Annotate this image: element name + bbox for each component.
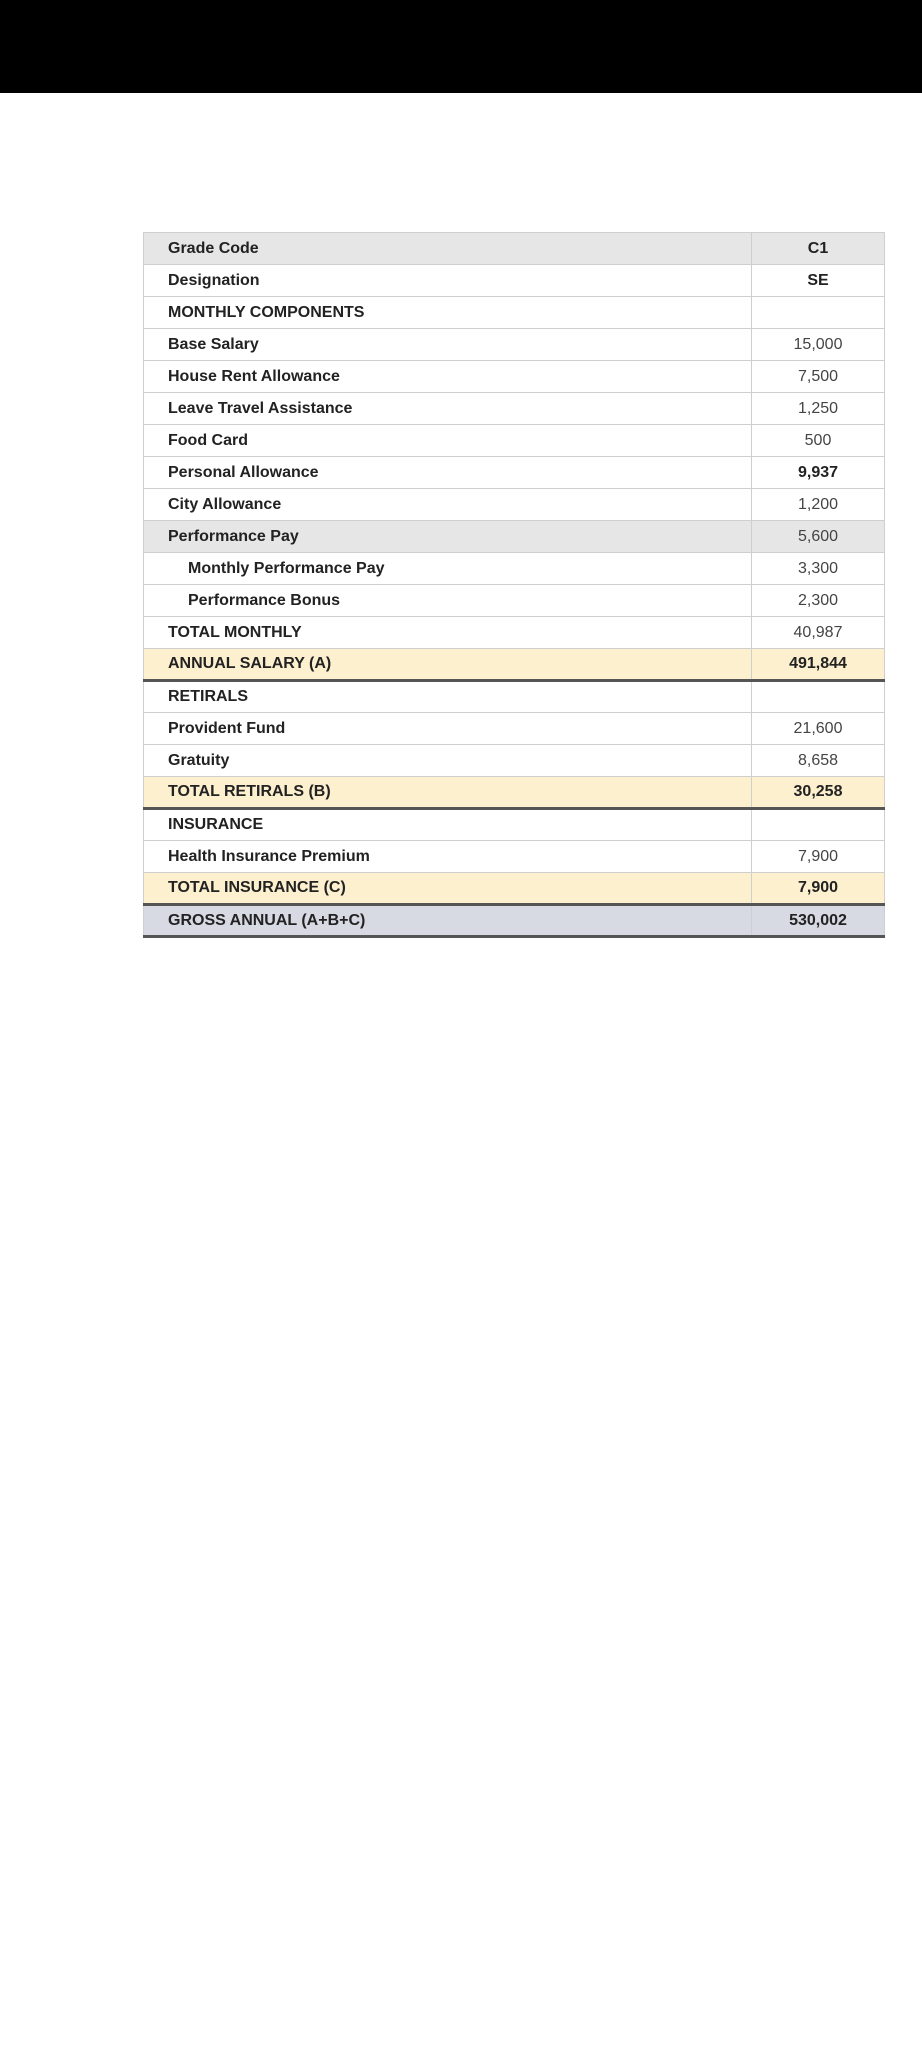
table-row xyxy=(144,457,885,489)
table-row xyxy=(144,265,885,297)
row-value xyxy=(752,297,885,329)
row-label: House Rent Allowance xyxy=(144,361,752,393)
table-row xyxy=(144,361,885,393)
table-row xyxy=(144,521,885,553)
row-label: TOTAL RETIRALS (B) xyxy=(144,777,752,809)
row-value: 7,500 xyxy=(752,361,885,393)
table-row xyxy=(144,489,885,521)
row-value: 1,250 xyxy=(752,393,885,425)
row-value: 21,600 xyxy=(752,713,885,745)
row-value: 530,002 xyxy=(752,905,885,937)
row-label: Base Salary xyxy=(144,329,752,361)
row-label: Health Insurance Premium xyxy=(144,841,752,873)
row-value: 3,300 xyxy=(752,553,885,585)
row-label: GROSS ANNUAL (A+B+C) xyxy=(144,905,752,937)
total-row xyxy=(144,649,885,681)
gross-total-row xyxy=(144,905,885,937)
row-value: 2,300 xyxy=(752,585,885,617)
table-row xyxy=(144,745,885,777)
row-label: ANNUAL SALARY (A) xyxy=(144,649,752,681)
row-value xyxy=(752,809,885,841)
table-row xyxy=(144,553,885,585)
row-label: Food Card xyxy=(144,425,752,457)
row-label: Leave Travel Assistance xyxy=(144,393,752,425)
section-label: RETIRALS xyxy=(144,681,752,713)
row-value: 7,900 xyxy=(752,841,885,873)
row-label: TOTAL MONTHLY xyxy=(144,617,752,649)
table-row xyxy=(144,617,885,649)
row-label: Grade Code xyxy=(144,233,752,265)
section-header-row xyxy=(144,809,885,841)
row-label: Personal Allowance xyxy=(144,457,752,489)
row-value: 1,200 xyxy=(752,489,885,521)
table-row xyxy=(144,425,885,457)
row-value xyxy=(752,681,885,713)
table-row xyxy=(144,393,885,425)
row-value: 9,937 xyxy=(752,457,885,489)
row-label: Provident Fund xyxy=(144,713,752,745)
row-value: C1 xyxy=(752,233,885,265)
table-row xyxy=(144,713,885,745)
row-value: 7,900 xyxy=(752,873,885,905)
row-value: 40,987 xyxy=(752,617,885,649)
row-label: TOTAL INSURANCE (C) xyxy=(144,873,752,905)
table-row xyxy=(144,585,885,617)
section-header-row xyxy=(144,681,885,713)
section-label: INSURANCE xyxy=(144,809,752,841)
row-label: Performance Pay xyxy=(144,521,752,553)
row-value: 30,258 xyxy=(752,777,885,809)
total-row xyxy=(144,777,885,809)
section-label: MONTHLY COMPONENTS xyxy=(144,297,752,329)
table-row xyxy=(144,329,885,361)
row-value: 15,000 xyxy=(752,329,885,361)
row-label: Designation xyxy=(144,265,752,297)
row-label: Monthly Performance Pay xyxy=(144,553,752,585)
section-header-row xyxy=(144,297,885,329)
row-value: 8,658 xyxy=(752,745,885,777)
top-bar xyxy=(0,0,922,93)
row-value: 491,844 xyxy=(752,649,885,681)
row-label: Performance Bonus xyxy=(144,585,752,617)
row-value: 500 xyxy=(752,425,885,457)
table-row xyxy=(144,233,885,265)
row-label: City Allowance xyxy=(144,489,752,521)
row-label: Gratuity xyxy=(144,745,752,777)
total-row xyxy=(144,873,885,905)
row-value: SE xyxy=(752,265,885,297)
table-row xyxy=(144,841,885,873)
salary-breakup-table xyxy=(143,232,885,938)
row-value: 5,600 xyxy=(752,521,885,553)
